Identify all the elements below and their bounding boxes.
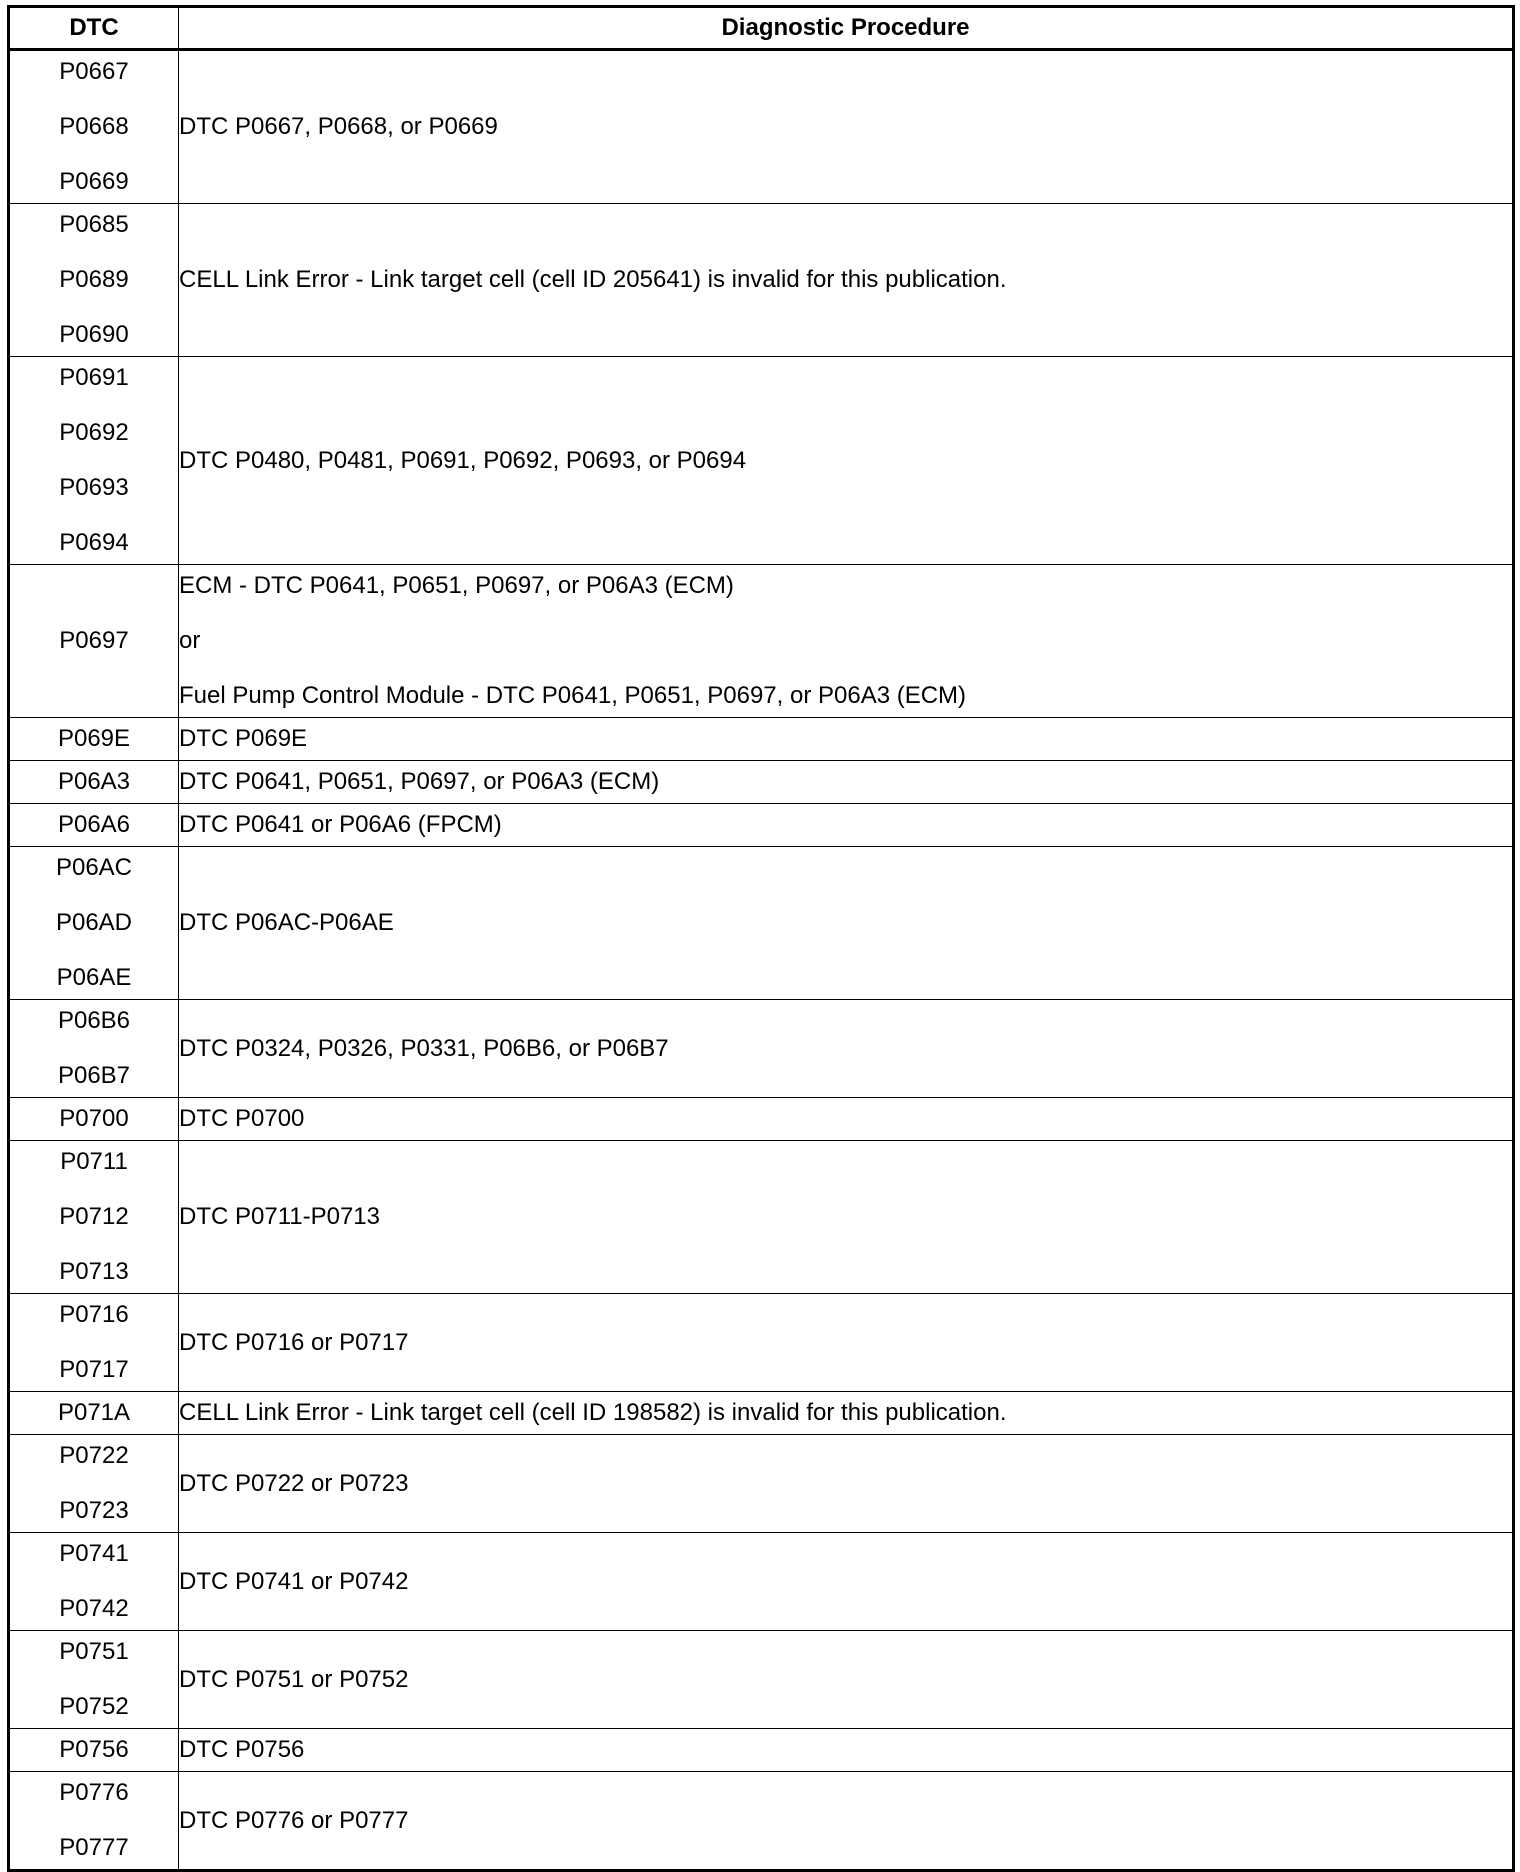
table-row xyxy=(9,565,1514,718)
procedure-cell xyxy=(179,804,1514,847)
procedure-text: DTC P0641 or P06A6 (FPCM) xyxy=(179,811,502,838)
dtc-code: P0691 xyxy=(59,364,129,391)
dtc-code: P0742 xyxy=(59,1595,129,1622)
dtc-cell xyxy=(9,204,179,357)
procedure-cell xyxy=(179,1435,1514,1533)
dtc-cell xyxy=(9,1294,179,1392)
procedure-text: ECM - DTC P0641, P0651, P0697, or P06A3 (ECM) xyxy=(179,572,734,599)
procedure-text: DTC P0722 or P0723 xyxy=(179,1469,409,1497)
procedure-cell xyxy=(179,1631,1514,1729)
dtc-cell xyxy=(9,357,179,565)
dtc-table xyxy=(7,5,1515,1872)
dtc-code: P069E xyxy=(57,725,131,752)
dtc-cell xyxy=(9,718,179,761)
procedure-cell xyxy=(179,50,1514,204)
dtc-code: P0712 xyxy=(59,1203,129,1230)
table-row xyxy=(9,1729,1514,1772)
dtc-cell xyxy=(9,1392,179,1435)
dtc-code: P0689 xyxy=(59,266,129,293)
dtc-code: P071A xyxy=(57,1399,131,1426)
dtc-code: P0776 xyxy=(59,1779,129,1806)
dtc-code: P0668 xyxy=(59,113,129,140)
dtc-cell xyxy=(9,1533,179,1631)
dtc-code: P0756 xyxy=(59,1736,129,1763)
dtc-code: P0752 xyxy=(59,1693,129,1720)
procedure-text: DTC P0667, P0668, or P0669 xyxy=(179,113,498,140)
table-row xyxy=(9,1392,1514,1435)
dtc-code: P0751 xyxy=(59,1638,129,1665)
procedure-text: DTC P0756 xyxy=(179,1736,305,1763)
procedure-text: DTC P0716 or P0717 xyxy=(179,1328,409,1356)
procedure-text: DTC P0776 or P0777 xyxy=(179,1806,409,1834)
dtc-code: P06AD xyxy=(55,909,133,936)
table-row xyxy=(9,1631,1514,1729)
dtc-code: P0723 xyxy=(59,1497,129,1524)
dtc-cell xyxy=(9,1729,179,1772)
procedure-text: DTC P0324, P0326, P0331, P06B6, or P06B7 xyxy=(179,1034,669,1062)
procedure-text: DTC P06AC-P06AE xyxy=(179,909,394,936)
dtc-column-header: DTC xyxy=(9,7,179,50)
table-row xyxy=(9,1435,1514,1533)
procedure-cell xyxy=(179,1533,1514,1631)
dtc-cell xyxy=(9,1631,179,1729)
table-row xyxy=(9,761,1514,804)
procedure-cell xyxy=(179,357,1514,565)
procedure-cell xyxy=(179,1392,1514,1435)
dtc-cell xyxy=(9,50,179,204)
procedure-text: DTC P0741 or P0742 xyxy=(179,1567,409,1595)
procedure-text: DTC P0751 or P0752 xyxy=(179,1665,409,1693)
table-row xyxy=(9,847,1514,1000)
table-row xyxy=(9,50,1514,204)
dtc-code: P0717 xyxy=(59,1356,129,1383)
dtc-code: P0722 xyxy=(59,1442,129,1469)
table-row xyxy=(9,204,1514,357)
dtc-cell xyxy=(9,565,179,718)
procedure-text: DTC P0700 xyxy=(179,1105,305,1132)
procedure-cell xyxy=(179,847,1514,1000)
procedure-cell xyxy=(179,565,1514,718)
procedure-cell xyxy=(179,204,1514,357)
procedure-text: Fuel Pump Control Module - DTC P0641, P0651, P0697, or P06A3 (ECM) xyxy=(179,682,967,709)
dtc-cell xyxy=(9,1772,179,1871)
procedure-cell xyxy=(179,1772,1514,1871)
dtc-cell xyxy=(9,1098,179,1141)
dtc-code: P0693 xyxy=(59,474,129,501)
dtc-code: P06A3 xyxy=(57,768,131,795)
dtc-cell xyxy=(9,804,179,847)
dtc-code: P06B7 xyxy=(57,1062,131,1089)
dtc-cell xyxy=(9,761,179,804)
procedure-cell xyxy=(179,1294,1514,1392)
procedure-cell xyxy=(179,761,1514,804)
document-page xyxy=(7,5,1512,1872)
dtc-cell xyxy=(9,1435,179,1533)
dtc-code: P06A6 xyxy=(57,811,131,838)
dtc-cell xyxy=(9,847,179,1000)
procedure-text: or xyxy=(179,627,201,654)
dtc-code: P06AC xyxy=(55,854,133,881)
table-row xyxy=(9,1141,1514,1294)
dtc-code: P0669 xyxy=(59,168,129,195)
procedure-text: CELL Link Error - Link target cell (cell ID 205641) is invalid for this publication. xyxy=(179,266,1007,293)
dtc-code: P0692 xyxy=(59,419,129,446)
dtc-code: P0716 xyxy=(59,1301,129,1328)
dtc-code: P06AE xyxy=(56,964,132,991)
table-row xyxy=(9,357,1514,565)
procedure-cell xyxy=(179,718,1514,761)
table-header-row xyxy=(9,7,1514,50)
table-row xyxy=(9,1098,1514,1141)
table-row xyxy=(9,804,1514,847)
dtc-code: P0690 xyxy=(59,321,129,348)
dtc-code: P0741 xyxy=(59,1540,129,1567)
dtc-code: P0667 xyxy=(59,58,129,85)
dtc-code: P06B6 xyxy=(57,1007,131,1034)
procedure-cell xyxy=(179,1141,1514,1294)
dtc-code: P0694 xyxy=(59,529,129,556)
table-row xyxy=(9,1533,1514,1631)
procedure-cell xyxy=(179,1000,1514,1098)
dtc-code: P0700 xyxy=(59,1105,129,1132)
dtc-code: P0711 xyxy=(60,1148,128,1175)
table-row xyxy=(9,1294,1514,1392)
dtc-cell xyxy=(9,1000,179,1098)
table-row xyxy=(9,1000,1514,1098)
procedure-cell xyxy=(179,1098,1514,1141)
dtc-code: P0713 xyxy=(59,1258,129,1285)
dtc-code: P0777 xyxy=(59,1834,129,1861)
procedure-text: DTC P069E xyxy=(179,725,308,752)
procedure-cell xyxy=(179,1729,1514,1772)
procedure-text: DTC P0480, P0481, P0691, P0692, P0693, or P0694 xyxy=(179,446,747,474)
procedure-text: DTC P0641, P0651, P0697, or P06A3 (ECM) xyxy=(179,768,660,795)
table-body xyxy=(9,50,1514,1871)
dtc-cell xyxy=(9,1141,179,1294)
procedure-text: DTC P0711-P0713 xyxy=(179,1203,380,1230)
dtc-code: P0697 xyxy=(59,627,129,654)
dtc-code: P0685 xyxy=(59,211,129,238)
table-row xyxy=(9,718,1514,761)
table-row xyxy=(9,1772,1514,1871)
procedure-text: CELL Link Error - Link target cell (cell ID 198582) is invalid for this publication. xyxy=(179,1399,1007,1426)
procedure-column-header: Diagnostic Procedure xyxy=(179,7,1514,50)
